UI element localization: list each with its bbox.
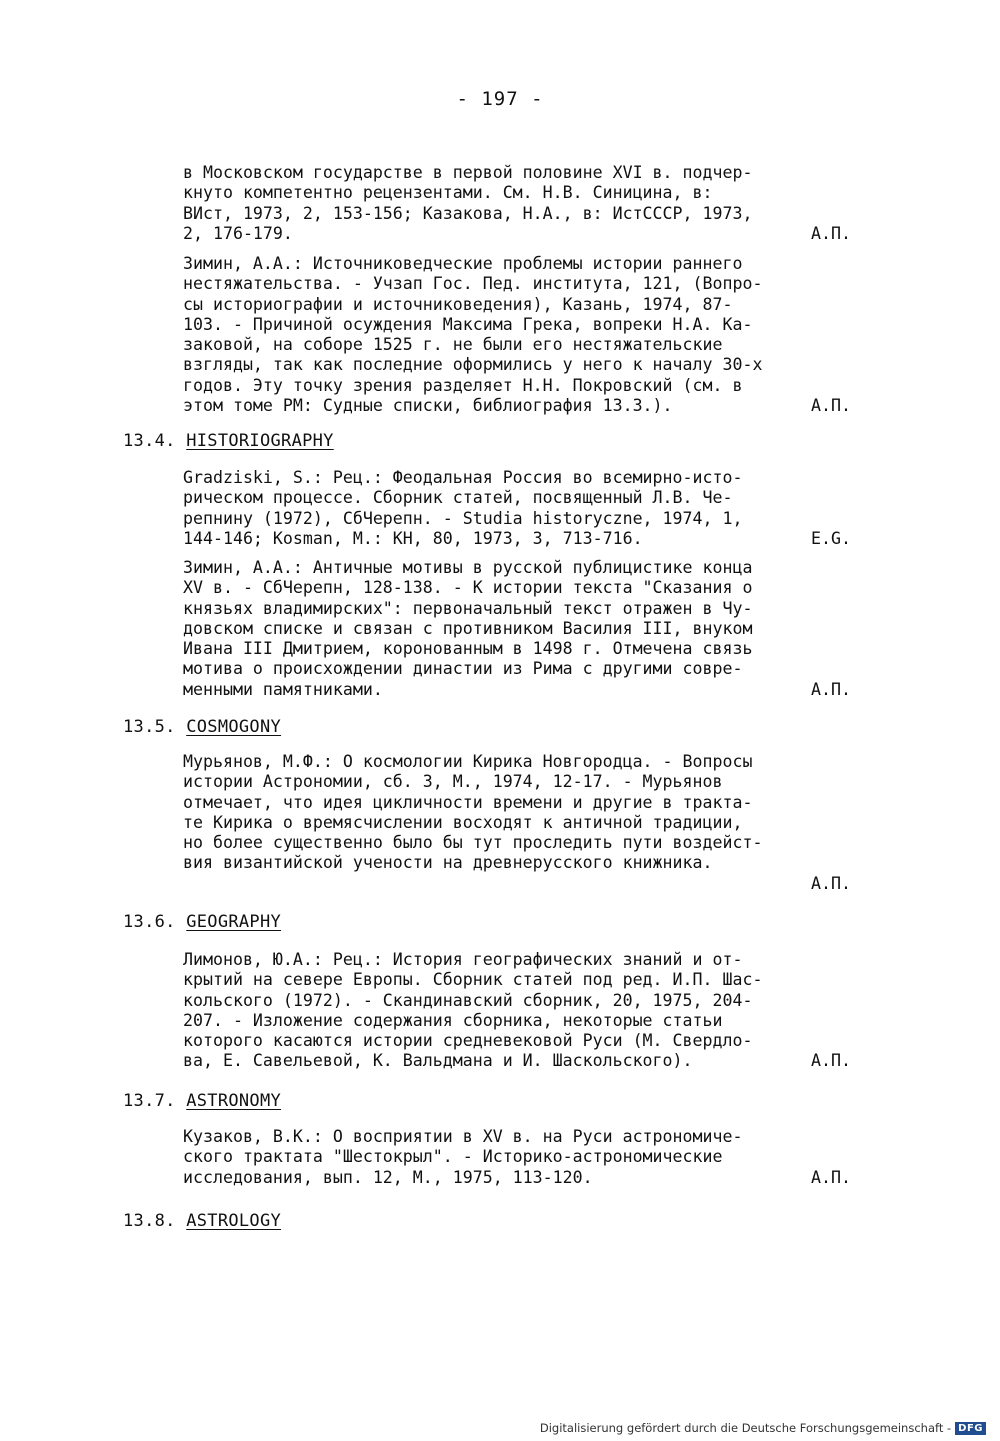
- text-line: рическом процессе. Сборник статей, посвященный Л.В. Че-: [183, 488, 733, 508]
- text-line: Зимин, А.А.: Античные мотивы в русской публицистике конца: [183, 558, 753, 577]
- bibliography-entry: [183, 163, 851, 244]
- footer-text: Digitalisierung gefördert durch die Deutsche Forschungsgemeinschaft -: [539, 1421, 952, 1435]
- text-line: этом томе РМ: Судные списки, библиография 13.3.). А.П.: [183, 396, 851, 416]
- text-line: заковой, на соборе 1525 г. не были его нестяжательские: [183, 335, 723, 355]
- bibliography-entry: [183, 950, 851, 1072]
- text-line: в Московском государстве в первой половине XVI в. подчер-: [183, 163, 753, 182]
- text-line: Ивана III Дмитрием, коронованным в 1498 г. Отмечена связь: [183, 639, 753, 659]
- bibliography-entry: [183, 558, 851, 700]
- text-line: менными памятниками. А.П.: [183, 679, 851, 699]
- reviewer-initials: А.П.: [811, 873, 851, 893]
- text-line: вия византийской учености на древнерусского книжника.: [183, 853, 713, 873]
- text-line: 103. - Причиной осуждения Максима Грека, вопреки Н.А. Ка-: [183, 314, 753, 334]
- bibliography-entry: [183, 468, 851, 549]
- section-title: ASTRONOMY: [186, 1091, 282, 1111]
- bibliography-entry: [183, 1127, 851, 1188]
- section-number: 13.7.: [123, 1091, 187, 1111]
- text-line: довском списке и связан с противником Василия III, внуком: [183, 618, 753, 638]
- section-title: COSMOGONY: [186, 717, 282, 737]
- text-line: истории Астрономии, сб. 3, М., 1974, 12-17. - Мурьянов: [183, 772, 723, 792]
- section-number: 13.5.: [123, 717, 187, 737]
- text-line: Gradziski, S.: Рец.: Феодальная Россия во всемирно-исто-: [183, 468, 743, 487]
- section-number: 13.6.: [123, 912, 187, 932]
- footer: [540, 1421, 986, 1435]
- text-line: репнину (1972), СбЧерепн. - Studia historyczne, 1974, 1,: [183, 508, 743, 528]
- text-line: XV в. - СбЧерепн, 128-138. - К истории текста "Сказания о: [183, 578, 753, 598]
- section-number: 13.8.: [123, 1211, 187, 1231]
- text-line: 144-146; Kosman, M.: КН, 80, 1973, 3, 713-716. E.G.: [183, 528, 851, 548]
- text-line: ского трактата "Шестокрыл". - Историко-астрономические: [183, 1147, 723, 1167]
- text-line: Лимонов, Ю.А.: Рец.: История географических знаний и от-: [183, 950, 743, 969]
- reviewer-initials: А.П.: [811, 396, 851, 416]
- reviewer-initials: E.G.: [811, 528, 851, 548]
- text-line: нестяжательства. - Учзап Гос. Пед. института, 121, (Вопро-: [183, 274, 763, 294]
- text-line: кольского (1972). - Скандинавский сборник, 20, 1975, 204-: [183, 990, 753, 1010]
- text-line: но более существенно было бы тут проследить пути воздейст-: [183, 833, 763, 853]
- text-line: 207. - Изложение содержания сборника, некоторые статьи: [183, 1010, 723, 1030]
- section-heading: [123, 1211, 281, 1231]
- section-heading: [123, 912, 281, 932]
- reviewer-initials: А.П.: [811, 1167, 851, 1187]
- text-line: Мурьянов, М.Ф.: О космологии Кирика Новгородца. - Вопросы: [183, 752, 753, 771]
- text-line: кнуто компетентно рецензентами. См. Н.В. Синицина, в:: [183, 183, 713, 203]
- section-number: 13.4.: [123, 431, 187, 451]
- text-line: отмечает, что идея цикличности времени и другие в тракта-: [183, 792, 753, 812]
- text-line: годов. Эту точку зрения разделяет Н.Н. Покровский (см. в: [183, 375, 743, 395]
- dfg-logo-icon: DFG: [955, 1422, 986, 1435]
- section-title: GEOGRAPHY: [186, 912, 282, 932]
- text-line: 2, 176-179. А.П.: [183, 223, 851, 243]
- text-line: ва, Е. Савельевой, К. Вальдмана и И. Шаскольского). А.П.: [183, 1051, 851, 1071]
- text-line: те Кирика о времясчислении восходят к античной традиции,: [183, 812, 743, 832]
- section-heading: [123, 1091, 281, 1111]
- reviewer-initials: А.П.: [811, 679, 851, 699]
- section-title: HISTORIOGRAPHY: [186, 431, 334, 451]
- reviewer-initials: А.П.: [811, 1051, 851, 1071]
- page-number: - 197 -: [456, 88, 544, 110]
- text-line: ВИст, 1973, 2, 153-156; Казакова, Н.А., в: ИстСССР, 1973,: [183, 203, 753, 223]
- text-line: Зимин, А.А.: Источниковедческие проблемы истории раннего: [183, 254, 743, 273]
- bibliography-entry: [183, 254, 851, 416]
- text-line: взгляды, так как последние оформились у него к началу 30-х: [183, 355, 763, 375]
- text-line: Кузаков, В.К.: О восприятии в XV в. на Руси астрономиче-: [183, 1127, 743, 1146]
- section-title: ASTROLOGY: [186, 1211, 282, 1231]
- section-heading: [123, 431, 334, 451]
- text-line: [183, 874, 851, 894]
- text-line: князьях владимирских": первоначальный текст отражен в Чу-: [183, 598, 753, 618]
- text-line: исследования, вып. 12, М., 1975, 113-120. А.П.: [183, 1167, 851, 1187]
- reviewer-initials: А.П.: [811, 223, 851, 243]
- text-line: которого касаются истории средневековой Руси (М. Свердло-: [183, 1031, 753, 1051]
- text-line: мотива о происхождении династии из Рима с другими совре-: [183, 659, 743, 679]
- section-heading: [123, 717, 281, 737]
- text-line: крытий на севере Европы. Сборник статей под ред. И.П. Шас-: [183, 970, 763, 990]
- text-line: сы историографии и источниковедения), Казань, 1974, 87-: [183, 294, 733, 314]
- bibliography-entry: [183, 752, 851, 894]
